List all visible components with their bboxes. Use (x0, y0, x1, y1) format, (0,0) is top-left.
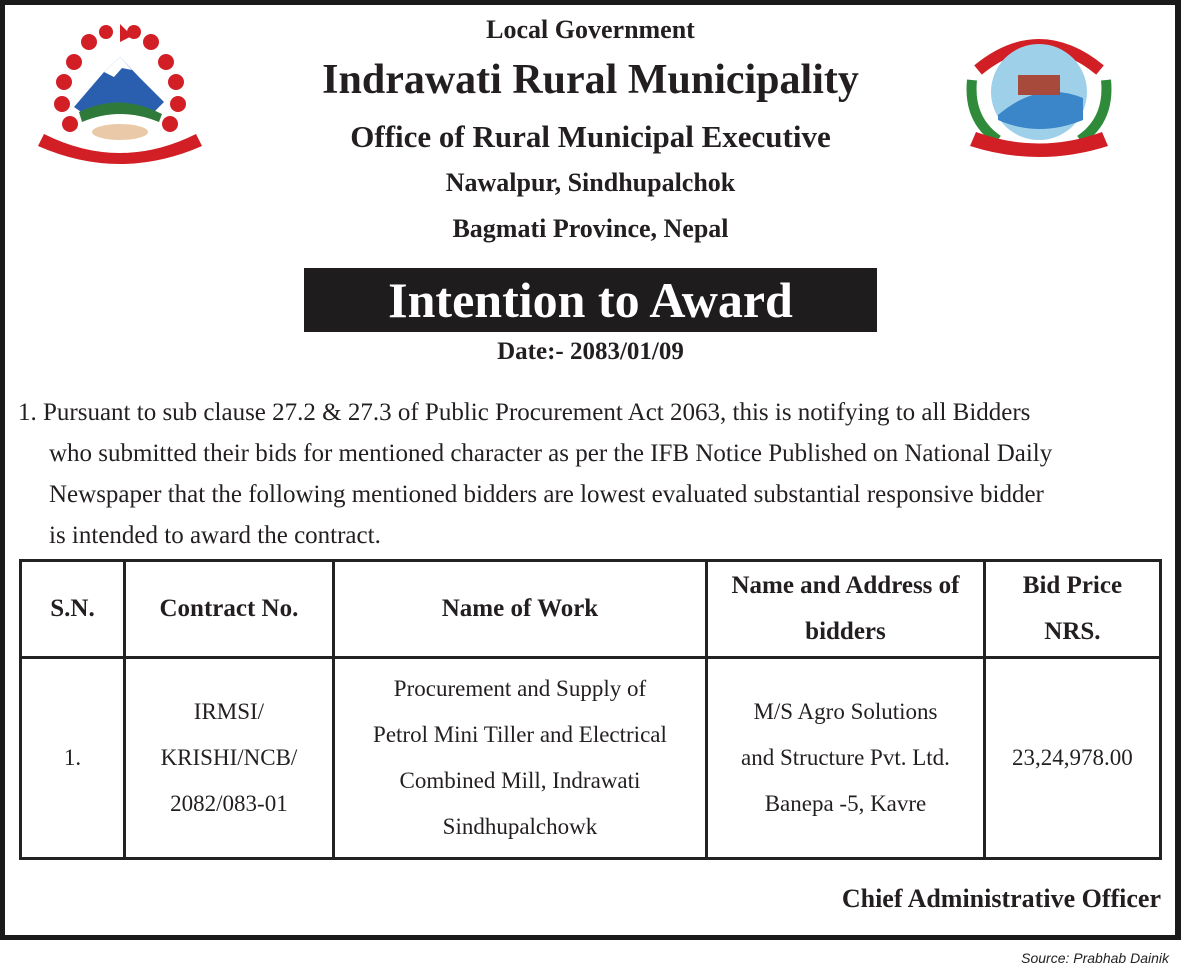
header-office-name: Office of Rural Municipal Executive (350, 119, 831, 154)
header-name-of-work: Name of Work (333, 561, 706, 658)
header-contract-no: Contract No. (125, 561, 334, 658)
cell-sn: 1. (21, 658, 125, 859)
paragraph-line: 1. Pursuant to sub clause 27.2 & 27.3 of Public Procurement Act 2063, this is notifying to all Bidders (18, 399, 1031, 426)
cell-contract-no: IRMSI/ KRISHI/NCB/ 2082/083-01 (125, 658, 334, 859)
paragraph-line: who submitted their bids for mentioned character as per the IFB Notice Published on National Daily (49, 440, 1053, 467)
cell-bid-price: 23,24,978.00 (984, 658, 1160, 859)
paragraph-line: is intended to award the contract. (49, 522, 381, 549)
notice-paragraph (18, 392, 1168, 556)
table-header-row (21, 561, 1161, 658)
header-bidders: Name and Address of bidders (707, 561, 985, 658)
cell-name-of-work: Procurement and Supply of Petrol Mini Tiller and Electrical Combined Mill, Indrawati Sindhupalchowk (333, 658, 706, 859)
header-municipality-name: Indrawati Rural Municipality (322, 57, 859, 103)
header-address: Nawalpur, Sindhupalchok (445, 168, 736, 197)
notice-date: Date:- 2083/01/09 (497, 338, 684, 365)
table-row (21, 658, 1161, 859)
header-sn: S.N. (21, 561, 125, 658)
notice-title-banner: Intention to Award (304, 268, 877, 332)
header-bid-price: Bid Price NRS. (984, 561, 1160, 658)
cell-bidder: M/S Agro Solutions and Structure Pvt. Ltd. Banepa -5, Kavre (707, 658, 985, 859)
header-local-government: Local Government (486, 15, 695, 44)
header-province: Bagmati Province, Nepal (452, 214, 729, 243)
source-credit: Source: Prabhab Dainik (1021, 950, 1169, 966)
award-table (19, 559, 1162, 860)
paragraph-line: Newspaper that the following mentioned bidders are lowest evaluated substantial responsive bidder (49, 481, 1044, 508)
signature-title: Chief Administrative Officer (841, 884, 1161, 913)
